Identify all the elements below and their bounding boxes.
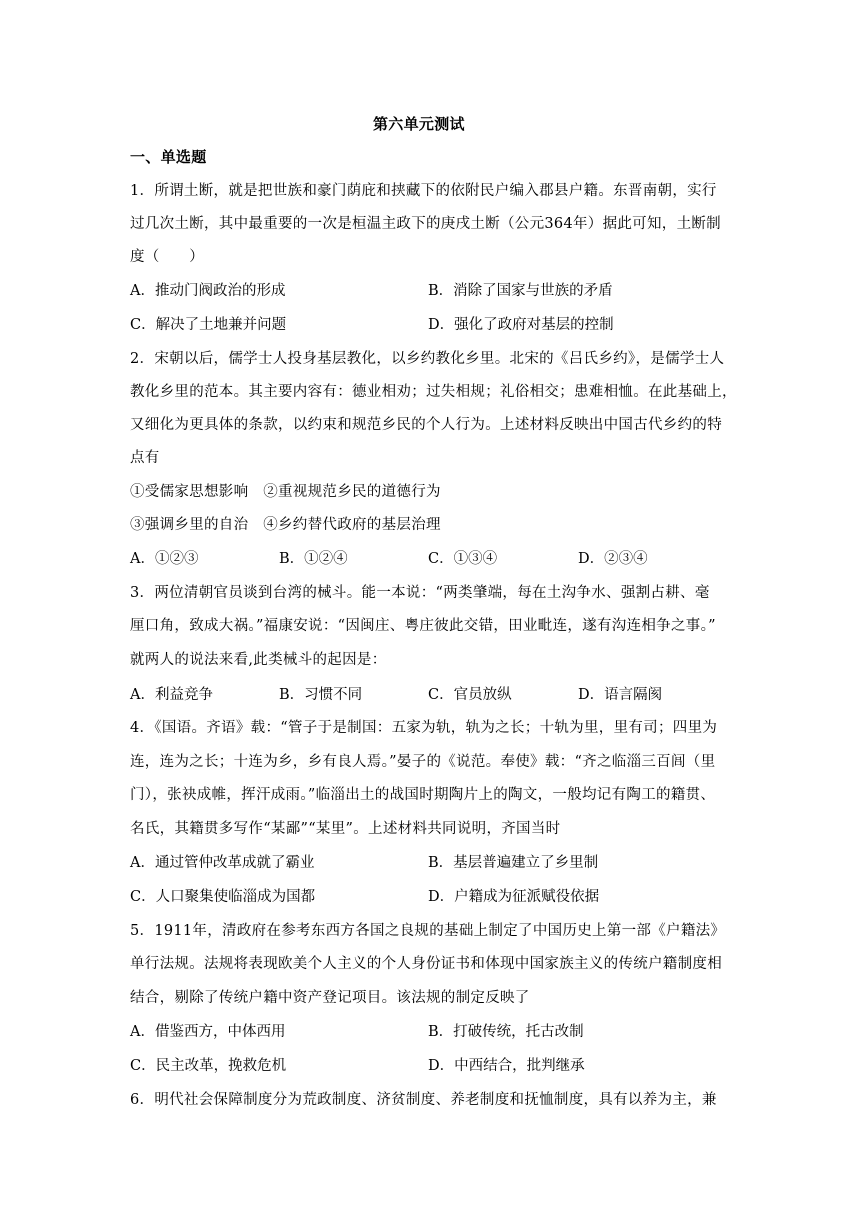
- option-a: A．①②③: [130, 551, 199, 567]
- option-b: B．习惯不同: [279, 687, 363, 703]
- option-b: B．基层普遍建立了乡里制: [428, 855, 599, 871]
- question-text-line: 名氏，其籍贯多写作“某鄙”“某里”。上述材料共同说明，齐国当时: [130, 821, 561, 837]
- question-text-line: 6．明代社会保障制度分为荒政制度、济贫制度、养老制度和抚恤制度，具有以养为主，兼: [130, 1092, 717, 1108]
- option-c: C．官员放纵: [428, 687, 512, 703]
- question-text-line: 厘口角，致成大祸。”福康安说：“因闽庄、粤庄彼此交错，田业毗连，遂有沟连相争之事。”: [130, 618, 716, 634]
- option-b: B．①②④: [279, 551, 348, 567]
- question-text-line: 单行法规。法规将表现欧美个人主义的个人身份证书和体现中国家族主义的传统户籍制度相: [130, 956, 722, 972]
- option-b: B．消除了国家与世族的矛盾: [428, 283, 613, 299]
- question-text-line: 1．所谓土断，就是把世族和豪门荫庇和挟藏下的依附民户编入郡县户籍。东晋南朝，实行: [130, 183, 717, 199]
- question-text-line: 2．宋朝以后，儒学士人投身基层教化，以乡约教化乡里。北宋的《吕氏乡约》，是儒学士人: [130, 351, 725, 367]
- option-a: A．借鉴西方，中体西用: [130, 1024, 286, 1040]
- option-a: A．通过管仲改革成就了霸业: [130, 855, 315, 871]
- option-d: D．语言隔阂: [578, 687, 663, 703]
- option-b: B．打破传统，托古改制: [428, 1024, 584, 1040]
- section-heading: 一、单选题: [130, 148, 207, 166]
- question-text-line: 5．1911年，清政府在参考东西方各国之良规的基础上制定了中国历史上第一部《户籍法》: [130, 923, 726, 939]
- question-text-line: 连，连为之长；十连为乡，乡有良人焉。”晏子的《说范。奉使》载：“齐之临淄三百闾（里: [130, 754, 716, 770]
- option-c: C．①③④: [428, 551, 498, 567]
- question-text-line: 教化乡里的范本。其主要内容有：德业相劝；过失相规；礼俗相交；患难相恤。在此基础上，: [130, 384, 737, 400]
- question-text-line: 3．两位清朝官员谈到台湾的械斗。能一本说：“两类肇端，每在土沟争水、强割占耕、毫: [130, 585, 710, 601]
- question-text-line: 过几次土断，其中最重要的一次是桓温主政下的庚戌土断（公元364年）据此可知，土断制: [130, 216, 721, 232]
- question-text-line: 又细化为更具体的条款，以约束和规范乡民的个人行为。上述材料反映出中国古代乡约的特: [130, 417, 722, 433]
- option-d: D．②③④: [578, 551, 648, 567]
- question-text-line: 度（ ）: [130, 249, 204, 265]
- question-text-line: 4．《国语。齐语》载：“管子于是制国：五家为轨，轨为之长；十轨为里，里有司；四里为: [130, 720, 718, 736]
- question-text-line: 门），张袂成帷，挥汗成雨。”临淄出土的战国时期陶片上的陶文，一般均记有陶工的籍贯、: [130, 787, 716, 803]
- option-c: C．人口聚集使临淄成为国都: [130, 889, 316, 905]
- question-text-line: 点有: [130, 450, 160, 466]
- option-c: C．解决了土地兼并问题: [130, 317, 287, 333]
- question-text-line: 就两人的说法来看,此类械斗的起因是：: [130, 652, 387, 668]
- question-text-line: 结合，剔除了传统户籍中资产登记项目。该法规的制定反映了: [130, 990, 530, 1006]
- option-c: C．民主改革，挽救危机: [130, 1058, 287, 1074]
- page-title: 第六单元测试: [373, 115, 465, 133]
- option-a: A．利益竞争: [130, 687, 213, 703]
- statement-line: ①受儒家思想影响 ②重视规范乡民的道德行为: [130, 484, 441, 500]
- option-d: D．户籍成为征派赋役依据: [428, 889, 600, 905]
- option-d: D．中西结合，批判继承: [428, 1058, 585, 1074]
- option-a: A．推动门阀政治的形成: [130, 283, 286, 299]
- statement-line: ③强调乡里的自治 ④乡约替代政府的基层治理: [130, 517, 441, 533]
- option-d: D．强化了政府对基层的控制: [428, 317, 614, 333]
